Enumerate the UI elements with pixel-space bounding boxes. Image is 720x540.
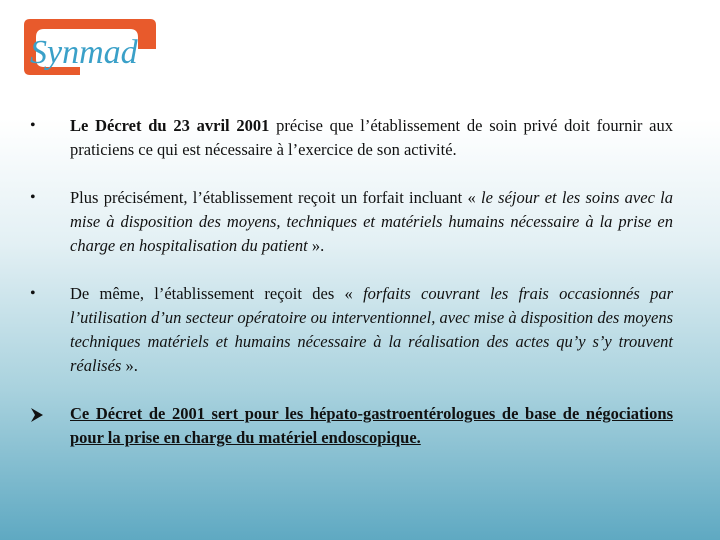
bullet-1-bold: Le Décret du 23 avril 2001 — [70, 116, 270, 135]
bullet-3 — [30, 282, 673, 378]
bullet-2-tail: ». — [307, 236, 325, 255]
conclusion — [30, 402, 673, 450]
logo-graphic — [20, 15, 159, 77]
bullet-3-tail: ». — [121, 356, 138, 375]
logo-text: Synmad — [30, 34, 138, 71]
bullet-1 — [30, 114, 673, 162]
arrow-right-icon — [30, 402, 70, 431]
bullet-dot-icon: • — [30, 189, 36, 206]
bullet-1-text: précise que l’établissement de soin privé doit fournir aux praticiens ce qui est nécessaire à l’exercice de son activité. — [70, 116, 673, 159]
bullet-2 — [30, 186, 673, 258]
bullet-3-text: De même, l’établissement reçoit des « — [70, 284, 364, 303]
conclusion-text: Ce Décret de 2001 sert pour les hépato-gastroentérologues de base de négociations pour la prise en charge du matériel endoscopique. — [70, 404, 673, 447]
bullet-dot-icon: • — [30, 285, 36, 302]
bullet-2-text: Plus précisément, l’établissement reçoit un forfait incluant « — [70, 188, 481, 207]
slide-content — [30, 114, 673, 474]
bullet-dot-icon: • — [30, 117, 36, 134]
synmad-logo — [20, 15, 159, 77]
bullet-2-quote: le séjour et les soins avec la mise à disposition des moyens, techniques et matériels humains nécessaire à la prise en charge en hospitalisation du patient — [70, 188, 673, 255]
bullet-3-quote: forfaits couvrant les frais occasionnés par l’utilisation d’un secteur opératoire ou interventionnel, avec mise à disposition des moyens techniques matériels et humains nécessaire à la réalisation des actes qu’y s’y trouvent réalisés — [70, 284, 673, 375]
